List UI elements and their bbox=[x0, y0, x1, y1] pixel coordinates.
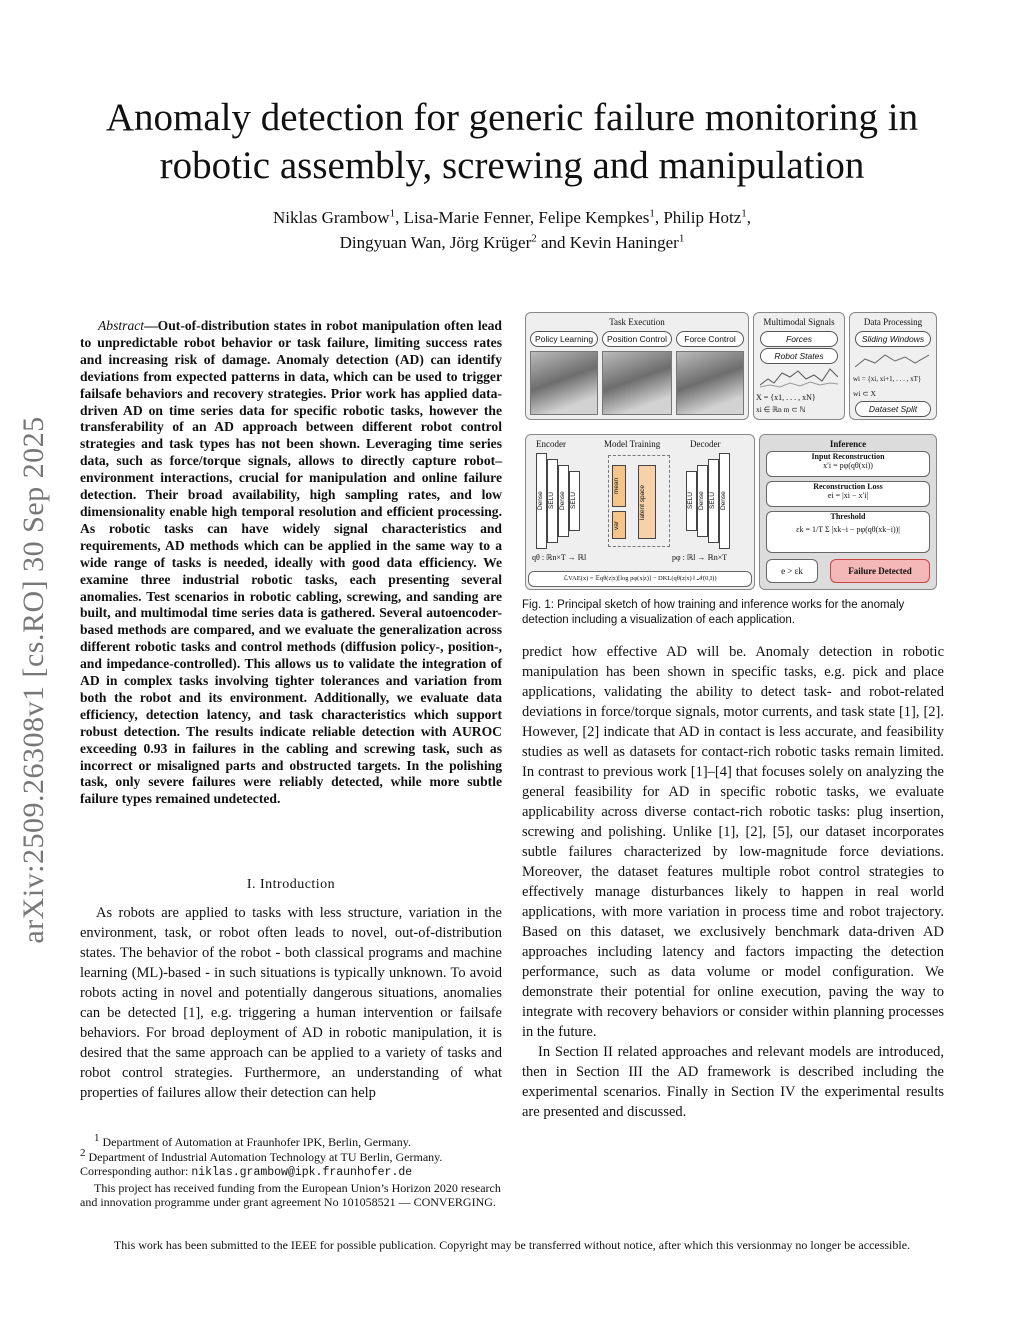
title-line-2: robotic assembly, screwing and manipulation bbox=[159, 144, 865, 187]
author-list: Niklas Grambow$^1$, Lisa-Marie Fenner, Felipe Kempkes$^1$, Philip Hotz$^1$, Dingyuan Wan, Jörg Krüger$^2$ and Kevin Haninger$^1$ bbox=[272, 207, 752, 252]
threshold-box: Threshold εk = 1/T Σ |xk−i − pφ(qθ(xk−i))| bbox=[766, 511, 930, 553]
vae-loss: ℒVAE(x) = 𝔼qθ(z|x)[log pφ(x|z)] − DKL(qθ(z|x) ‖ 𝒩(0,I)) bbox=[528, 571, 752, 587]
signal-plot bbox=[760, 365, 838, 389]
abstract-label: Abstract bbox=[98, 318, 145, 333]
input-reconstruction-box: Input Reconstruction x′i = pφ(qθ(xi)) bbox=[766, 451, 930, 477]
multimodal-signals-panel: Multimodal Signals Forces Robot States X = {x1, . . . , xN} xi ∈ ℝn m ⊂ ℕ bbox=[753, 312, 845, 420]
polishing-photo bbox=[676, 351, 744, 415]
section-heading: I. Introduction bbox=[246, 877, 336, 892]
task-execution-panel: Task Execution Policy Learning Position Control Force Control bbox=[525, 312, 749, 420]
author-email[interactable]: niklas.grambow@ipk.fraunhofer.de bbox=[191, 1166, 413, 1179]
model-training-panel: Encoder Model Training Decoder Dense SELU Dense SELU mean var latent space SELU Dense SELU Dense qθ : ℝn×T → ℝl pφ : ℝl → ℝn×T ℒVAE(x) = 𝔼qθ(z|x)[log pφ(x|z)] − DKL(qθ(z|x) ‖ 𝒩(0,I)) bbox=[525, 434, 755, 590]
abstract-text: —Out-of-distribution states in robot manipulation often lead to unpredictable robot behavior or task failure, limiting success rates and increasing risk of damage. Anomaly detection (AD) can identify deviations from expected patterns in data, which can be used to trigger failsafe behaviors and recovery strategies. Prior work has applied data-driven AD on time series data for specific robotic tasks, however the transferability of an AD approach between different robot control strategies and task types has not been shown. Leveraging time series data, such as force/torque signals, allows to directly capture robot–environment interactions, crucial for manipulation and online failure detection. Their broad availability, high sampling rates, and low dimensionality enable high temporal resolution and efficient processing. As robotic tasks can have widely signal characteristics and requirements, AD methods which can be applied in the same way to a wide range of tasks is needed, ideally with good data efficiency. We examine three industrial robotic tasks, each presenting several anomalies. Test scenarios in robotic cabling, screwing, and sanding are built, and multimodal time series data is gathered. Several autoencoder-based methods are compared, and we evaluate the generalization across different robotic tasks and control methods (diffusion policy-, position-, and impedance-controlled). This allows us to validate the integration of AD in complex tasks involving tighter tolerances and variation from both the robot and its environment. Additionally, we evaluate data efficiency, detection latency, and task characteristics which support robust detection. The results indicate reliable detection with AUROC exceeding 0.93 in failures in the cabling and screwing task, such as incorrect or misaligned parts and obstructed targets. In the polishing task, only severe failures were reliably detected, while more subtle failure types remained undetected. bbox=[80, 318, 502, 807]
abstract bbox=[80, 318, 502, 808]
cabling-photo bbox=[530, 351, 598, 415]
right-paragraph-2: In Section II related approaches and relevant models are introduced, then in Section III the AD framework is described including the experimental scenarios. Finally in Section IV the experimental results are presented and discussed. bbox=[522, 1044, 944, 1120]
windows-plot bbox=[855, 349, 929, 373]
copyright-notice: This work has been submitted to the IEEE for possible publication. Copyright may be transferred without notice, after which this versionmay no longer be accessible. bbox=[113, 1238, 911, 1252]
arxiv-side-label: arXiv:2509.26308v1 [cs.RO] 30 Sep 2025 bbox=[17, 416, 50, 944]
paper-title bbox=[60, 94, 964, 190]
inference-panel: Inference Input Reconstruction x′i = pφ(qθ(xi)) Reconstruction Loss ei = |xi − x′i| Threshold εk = 1/T Σ |xk−i − pφ(qθ(xk−i))| e > εk Failure Detected bbox=[759, 434, 937, 590]
right-paragraph-1: predict how effective AD will be. Anomaly detection in robotic manipulation has been shown in specific tasks, e.g. pick and place applications, validating the ability to detect task- and robot-related deviations in force/torque signals, motor currents, and task state [1], [2]. However, [2] indicate that AD in contact is less accurate, and feasibility studies as well as datasets for contact-rich robotic tasks remain limited. In contrast to previous work [1]–[4] that focuses solely on analyzing the general feasibility for AD in specific robotic tasks, we evaluate applicability across diverse contact-rich robotic tasks: plug insertion, screwing and polishing. Unlike [1], [2], [5], our dataset incorporates subtle failures characterized by low-magnitude force deviations. Moreover, the dataset features multiple robot control strategies to effectively manage disturbances likely to happen in real world applications, with more variation in process time and robot trajectory. Based on this dataset, we exclusively benchmark data-driven AD approaches including latency and factors impacting the detection performance, such as data volume or model configuration. We demonstrate their potential for online execution, paving the way to integrate with recovery behaviors or consider within planning processes in the future. bbox=[522, 644, 944, 1040]
right-column bbox=[522, 642, 944, 1122]
footnotes: $^1$ Department of Automation at Fraunhofer IPK, Berlin, Germany. $^2$ Department of Industrial Automation Technology at TU Berlin, Germany. Corresponding author: niklas.grambow@ipk.fraunhofer.de This project has received funding from the European Union’s Horizon 2020 research and innovation programme under grant agreement No 101058521 — CONVERGING. bbox=[80, 1132, 501, 1209]
data-processing-panel: Data Processing Sliding Windows wi = {xi, xi+1, . . . , xT} wi ⊂ X Dataset Split bbox=[849, 312, 937, 420]
screwing-photo bbox=[602, 351, 672, 415]
figure-caption: Fig. 1: Principal sketch of how training and inference works for the anomaly detection including a visualization of each application. bbox=[522, 599, 905, 626]
title-line-1: Anomaly detection for generic failure monitoring in bbox=[105, 96, 919, 139]
intro-paragraph: As robots are applied to tasks with less structure, variation in the environment, task, or robot often leads to novel, out-of-distribution states. The behavior of the robot - both classical programs and machine learning (ML)-based - in such situations is typically unknown. To avoid robots acting in novel and potentially dangerous situations, anomalies can be detected [1], e.g. triggering a human intervention or failsafe behaviors. For broad deployment of AD in robotic manipulation, it is desired that the same approach can be applied to a variety of tasks and robot control strategies. Furthermore, an understanding of what properties of failures allow their detection can help bbox=[80, 905, 502, 1101]
failure-detected-box: Failure Detected bbox=[830, 559, 930, 583]
reconstruction-loss-box: Reconstruction Loss ei = |xi − x′i| bbox=[766, 481, 930, 507]
figure-1 bbox=[525, 312, 935, 588]
